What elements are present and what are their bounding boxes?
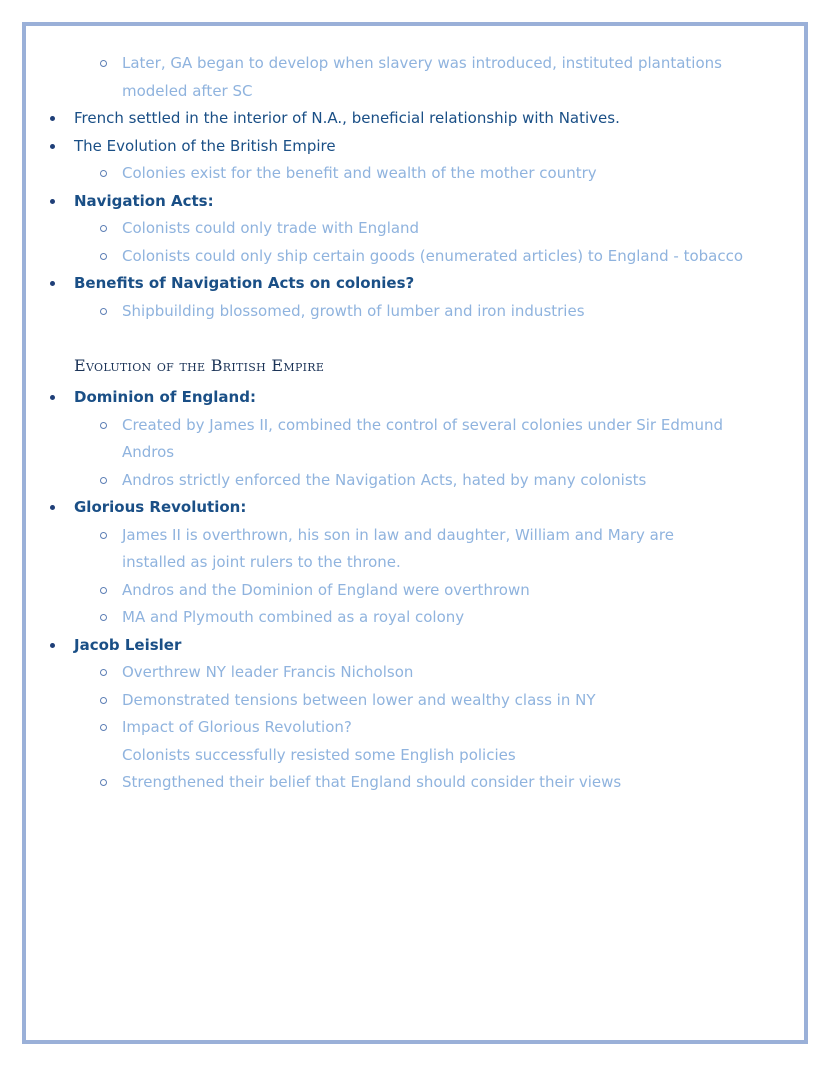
list-item [48, 496, 246, 518]
note-text: Impact of Glorious Revolution? [122, 718, 352, 736]
list-item [48, 606, 464, 628]
ring-bullet-icon [100, 614, 107, 621]
note-text: Navigation Acts: [74, 192, 214, 210]
list-item [48, 579, 530, 601]
list-item [48, 107, 620, 129]
ring-bullet-icon [100, 587, 107, 594]
ring-bullet-icon [100, 422, 107, 429]
list-item-continuation [48, 80, 252, 102]
list-item [48, 661, 413, 683]
note-text: Glorious Revolution: [74, 498, 247, 516]
ring-bullet-icon [100, 697, 107, 704]
list-item [48, 190, 214, 212]
note-text: Dominion of England: [74, 388, 256, 406]
dot-bullet-icon [50, 505, 55, 510]
list-item [48, 414, 723, 436]
list-item [48, 300, 585, 322]
dot-bullet-icon [50, 144, 55, 149]
ring-bullet-icon [100, 724, 107, 731]
note-text: modeled after SC [122, 82, 253, 100]
note-text: James II is overthrown, his son in law and daughter, William and Mary are [122, 526, 674, 544]
note-text: Colonies exist for the benefit and wealth of the mother country [122, 164, 597, 182]
list-item [48, 689, 596, 711]
note-text: Demonstrated tensions between lower and wealthy class in NY [122, 691, 596, 709]
note-text: Overthrew NY leader Francis Nicholson [122, 663, 414, 681]
ring-bullet-icon [100, 253, 107, 260]
note-text: Andros [122, 443, 175, 461]
ring-bullet-icon [100, 477, 107, 484]
dot-bullet-icon [50, 116, 55, 121]
note-text: Colonists successfully resisted some English policies [122, 746, 516, 764]
note-text: Andros strictly enforced the Navigation Acts, hated by many colonists [122, 471, 647, 489]
list-item [48, 634, 181, 656]
list-item-continuation [48, 441, 174, 463]
dot-bullet-icon [50, 199, 55, 204]
note-text: Shipbuilding blossomed, growth of lumber and iron industries [122, 302, 585, 320]
list-item-continuation [48, 744, 516, 766]
list-item [48, 469, 646, 491]
note-text: Jacob Leisler [74, 636, 182, 654]
ring-bullet-icon [100, 225, 107, 232]
ring-bullet-icon [100, 170, 107, 177]
list-item [48, 52, 722, 74]
note-text: Andros and the Dominion of England were overthrown [122, 581, 530, 599]
note-text: Created by James II, combined the control of several colonies under Sir Edmund [122, 416, 724, 434]
list-item [48, 217, 419, 239]
ring-bullet-icon [100, 669, 107, 676]
note-text: Strengthened their belief that England should consider their views [122, 773, 622, 791]
note-text: installed as joint rulers to the throne. [122, 553, 401, 571]
note-text: Benefits of Navigation Acts on colonies? [74, 274, 415, 292]
list-item [48, 386, 256, 408]
ring-bullet-icon [100, 779, 107, 786]
list-item [48, 716, 352, 738]
list-item [48, 524, 674, 546]
list-item [48, 245, 743, 267]
note-text: The Evolution of the British Empire [74, 137, 336, 155]
dot-bullet-icon [50, 643, 55, 648]
note-text: French settled in the interior of N.A., beneficial relationship with Natives. [74, 109, 620, 127]
list-item [48, 135, 336, 157]
note-text: Colonists could only ship certain goods (enumerated articles) to England - tobacco [122, 247, 744, 265]
list-item [48, 771, 621, 793]
ring-bullet-icon [100, 532, 107, 539]
dot-bullet-icon [50, 395, 55, 400]
ring-bullet-icon [100, 308, 107, 315]
ring-bullet-icon [100, 60, 107, 67]
list-item-continuation [48, 551, 401, 573]
section-heading: Evolution of the British Empire [74, 356, 325, 375]
list-item [48, 162, 597, 184]
list-item [48, 272, 414, 294]
note-text: Later, GA began to develop when slavery was introduced, instituted plantations [122, 54, 722, 72]
dot-bullet-icon [50, 281, 55, 286]
note-text: MA and Plymouth combined as a royal colony [122, 608, 465, 626]
note-text: Colonists could only trade with England [122, 219, 420, 237]
